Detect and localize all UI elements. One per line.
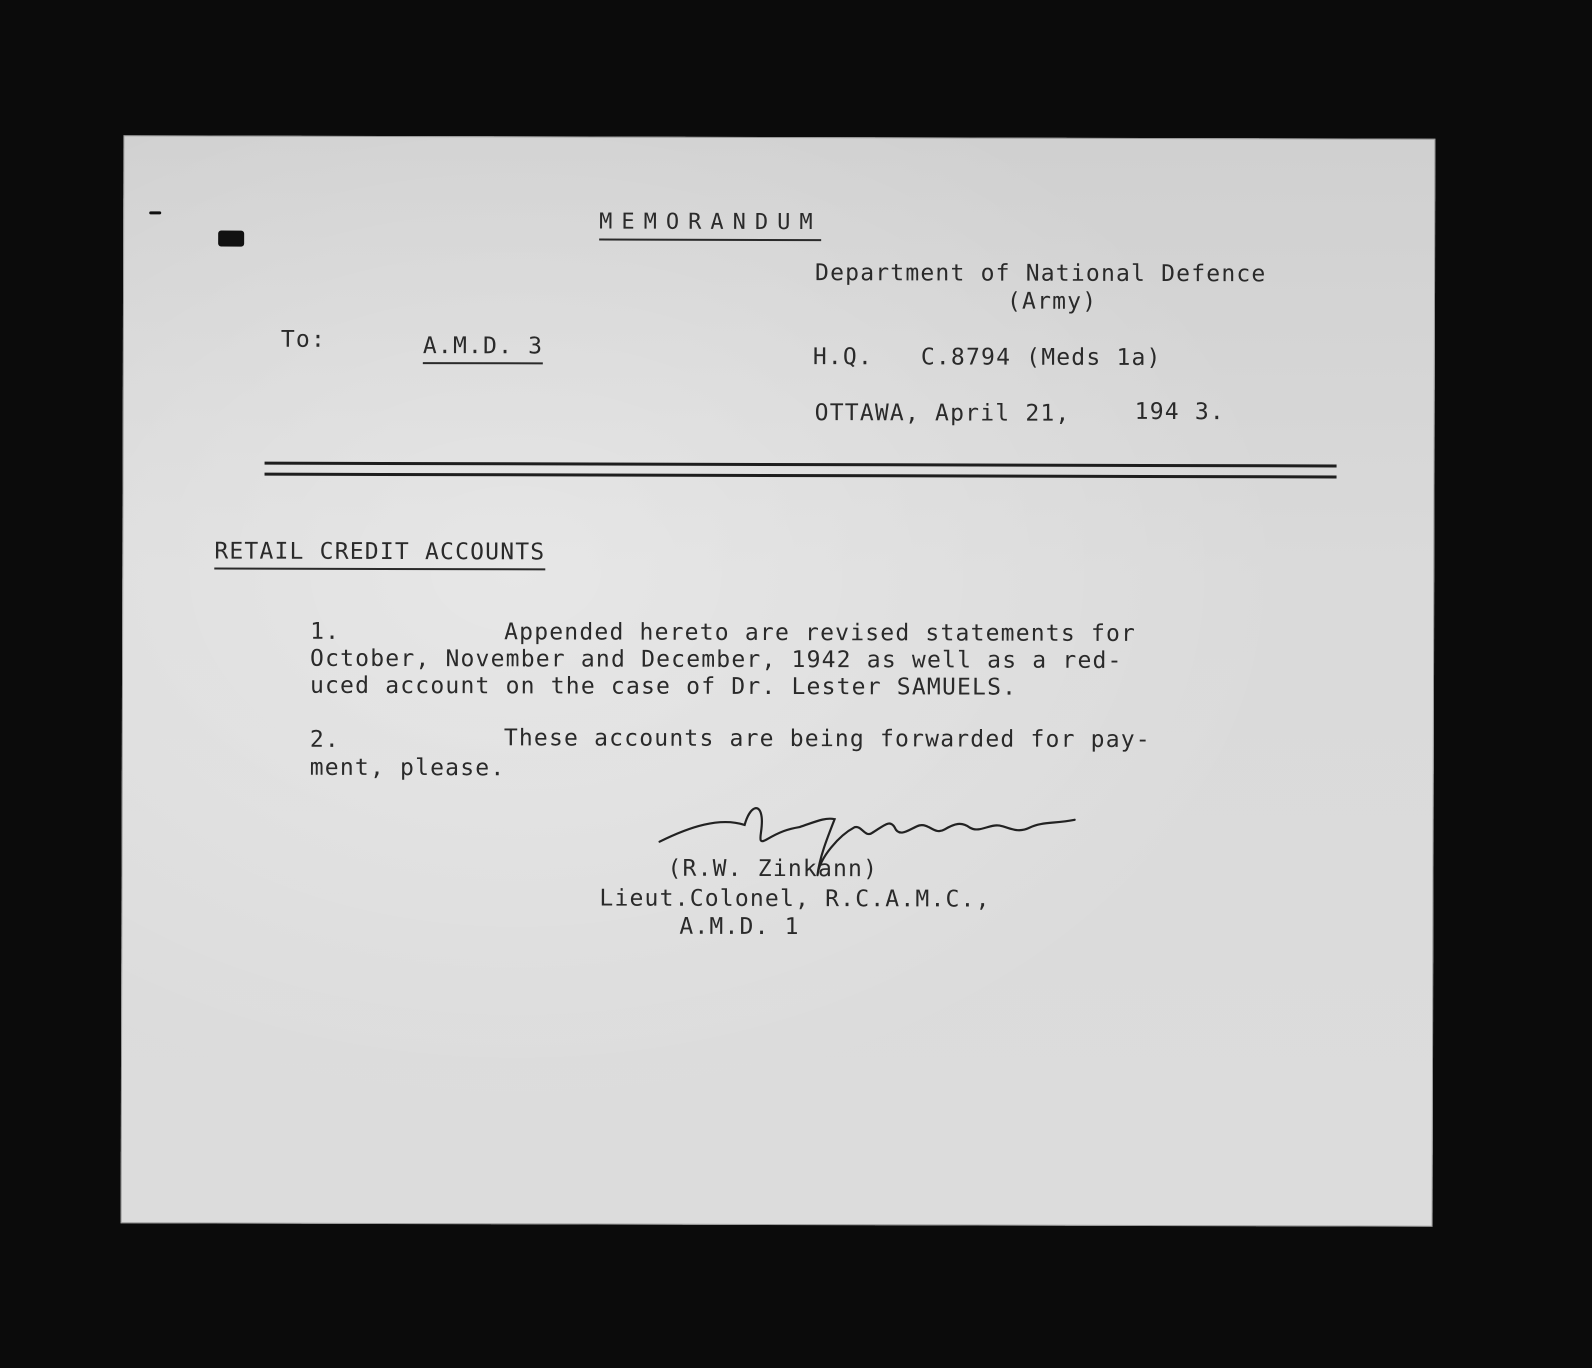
hq-file-number: C.8794 (Meds 1a) (920, 344, 1162, 372)
para1-line1: Appended hereto are revised statements for (504, 619, 1137, 647)
subject-heading: RETAIL CREDIT ACCOUNTS (214, 538, 545, 571)
department-line: Department of National Defence (815, 260, 1267, 288)
memo-sheet (121, 135, 1436, 1226)
para2-line2: ment, please. (309, 754, 506, 782)
ink-blot (218, 231, 244, 247)
double-rule-bottom (265, 473, 1337, 479)
para1-line2: October, November and December, 1942 as well as a red- (310, 645, 1123, 674)
place-date: OTTAWA, April 21, (814, 400, 1071, 427)
date-year: 194 3. (1134, 398, 1226, 426)
signer-unit: A.M.D. 1 (679, 913, 800, 941)
to-label: To: (280, 326, 327, 353)
department-army: (Army) (1006, 288, 1098, 315)
signer-rank: Lieut.Colonel, R.C.A.M.C., (599, 885, 991, 913)
to-recipient: A.M.D. 3 (423, 332, 543, 364)
ink-mark (149, 211, 161, 214)
double-rule-top (265, 462, 1337, 468)
para1-line3: uced account on the case of Dr. Lester SAMUELS. (309, 672, 1018, 701)
signer-name: (R.W. Zinkann) (667, 855, 879, 883)
hq-label: H.Q. (812, 344, 874, 371)
para2-line1: These accounts are being forwarded for pay- (503, 725, 1151, 753)
para2-number: 2. (309, 726, 340, 753)
memo-title: MEMORANDUM (599, 209, 822, 242)
para1-number: 1. (310, 618, 341, 645)
